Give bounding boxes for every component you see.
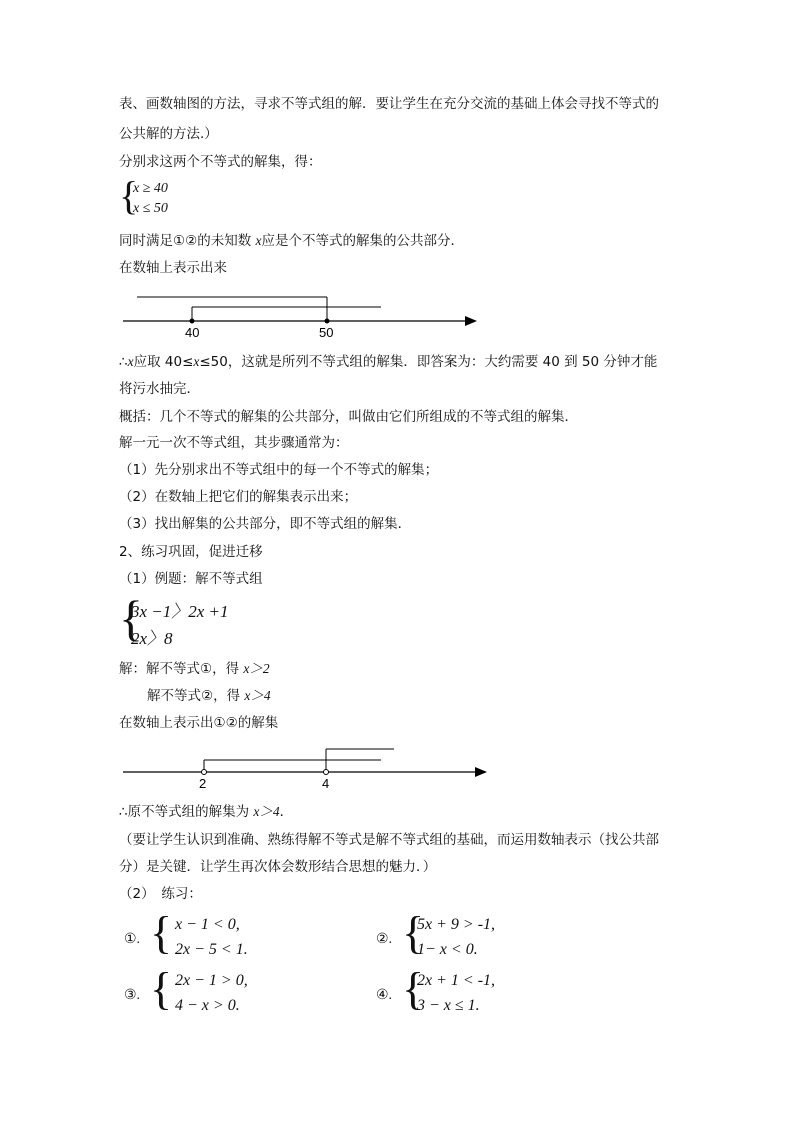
section-2-heading: 2、练习巩固，促进迁移 [119,544,263,560]
tick-label-50: 50 [319,325,334,340]
tick-label-4: 4 [322,776,330,791]
exercise-number: ①. [124,932,141,947]
point-50 [325,319,330,324]
exercise-line-2: 1− x < 0. [417,941,478,958]
exercise-number: ③. [124,988,141,1003]
left-brace-icon: { [119,590,143,646]
left-brace-icon: { [119,173,139,218]
math-var: x [127,354,134,369]
exercise-line-2: 2x − 5 < 1. [175,941,248,958]
point-4-open [324,770,329,775]
tick-label-40: 40 [185,325,200,340]
intro-line-1: 表、画数轴图的方法，寻求不等式组的解．要让学生在充分交流的基础上体会寻找不等式的 [119,96,659,112]
system-1-line-1: x ≥ 40 [133,181,168,196]
left-brace-icon: { [402,907,425,958]
text-span: 解：解不等式①，得 [119,661,244,677]
left-brace-icon: { [150,963,173,1014]
left-brace-icon: { [402,963,425,1014]
math-expr: x＞4 [244,688,271,703]
arrow-icon [465,316,477,326]
show-axis-2-text: 在数轴上表示出①②的解集 [119,715,279,731]
text-span: 应取 40≤ [133,354,194,370]
exercise-line-1: 5x + 9 > -1, [417,916,496,933]
math-var: x [255,233,262,248]
therefore-line-1b: 将污水抽完． [119,381,200,397]
text-span: ∴原不等式组的解集为 [119,804,254,820]
note-line-2: 分）是关键．让学生再次体会数形结合思想的魅力．） [119,859,437,875]
step-3: （3）找出解集的公共部分，即不等式组的解集． [119,516,412,532]
text-span: ∴ [119,354,128,370]
arrow-icon [475,767,487,777]
exercise-line-1: x − 1 < 0, [175,916,240,933]
exercise-line-1: 2x − 1 > 0, [175,972,248,989]
example-intro: （1）例题：解不等式组 [119,571,263,587]
therefore-line-1 [119,353,657,371]
summary-text: 概括：几个不等式的解集的公共部分，叫做由它们所组成的不等式组的解集． [119,409,578,425]
solution-line-1 [119,660,270,678]
system-2-line-1: 3x −1〉2x +1 [131,602,229,621]
system-1-line-2: x ≤ 50 [133,201,168,216]
step-1: （1）先分别求出不等式组中的每一个不等式的解集； [119,462,439,478]
exercise-line-1: 2x + 1 < -1, [417,972,496,989]
solution-line-2 [147,687,271,705]
solve-each-text: 分别求这两个不等式的解集，得： [119,154,322,170]
common-part-text [119,232,464,250]
math-var: x [193,354,200,369]
text-span: 解不等式②，得 [147,688,245,704]
text-span: ≤50，这就是所列不等式组的解集．即答案为：大约需要 40 到 50 分钟才能 [199,354,658,370]
text-span: 同时满足①②的未知数 [119,233,256,249]
math-expr: x＞2 [243,661,270,676]
left-brace-icon: { [150,907,173,958]
practice-heading: （2） 练习： [119,886,202,902]
number-line-2 [119,740,494,796]
show-axis-1-text: 在数轴上表示出来 [119,260,227,276]
exercise-line-2: 4 − x > 0. [175,997,240,1014]
tick-label-2: 2 [199,776,207,791]
point-40 [190,319,195,324]
point-2-open [202,770,207,775]
steps-intro-text: 解一元一次不等式组，其步骤通常为： [119,435,349,451]
text-span: 应是个不等式的解集的公共部分． [261,233,464,249]
text-span: ． [279,804,294,820]
intro-line-2: 公共解的方法.） [119,126,218,142]
therefore-line-2 [119,803,293,821]
number-line-1 [119,283,484,343]
exercise-number: ②. [376,932,393,947]
step-2: （2）在数轴上把它们的解集表示出来； [119,489,358,505]
system-2-line-2: 2x〉8 [131,629,173,648]
exercise-line-2: 3 − x ≤ 1. [417,997,480,1014]
exercise-number: ④. [376,988,393,1003]
math-expr: x＞4 [253,804,280,819]
note-line-1: （要让学生认识到准确、熟练得解不等式是解不等式组的基础，而运用数轴表示（找公共部 [119,832,659,848]
